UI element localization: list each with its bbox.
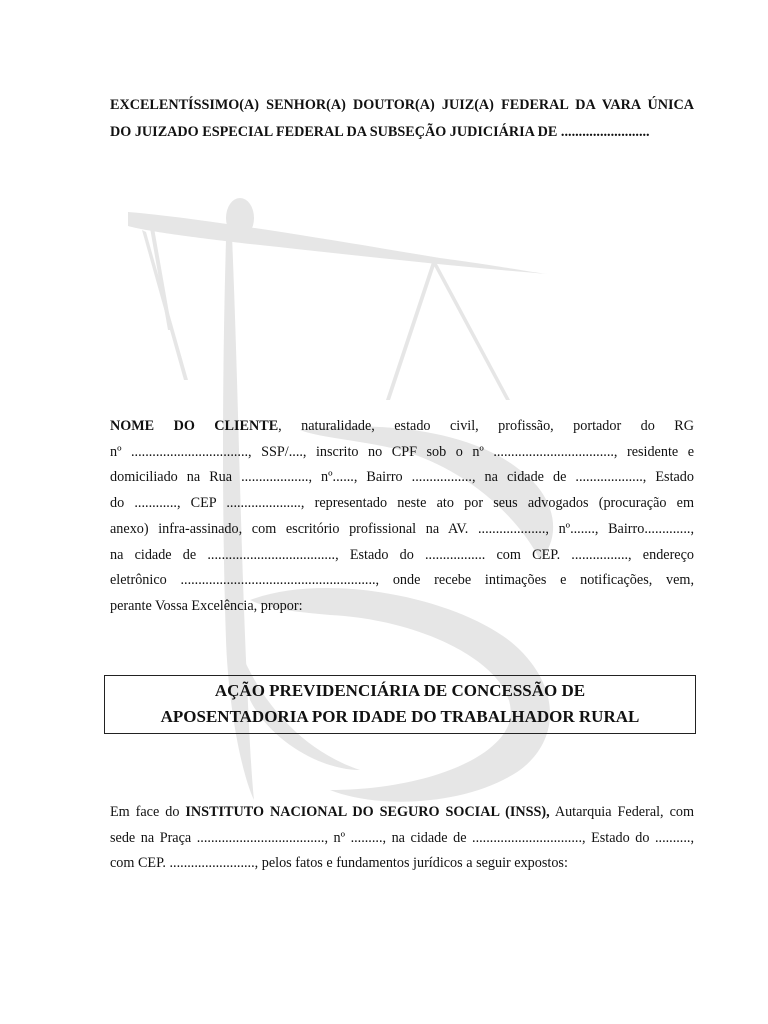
qualification-line-5: anexo) infra-assinado, com escritório profissional na AV. ..................., nº......., Bairro............., (110, 520, 694, 537)
qualification-line-7: eletrônico ......................................................., onde recebe intimações e notificações, vem, (110, 572, 694, 589)
plaintiff-qualification-paragraph (110, 414, 694, 620)
header-line-1: EXCELENTÍSSIMO(A) SENHOR(A) DOUTOR(A) JUIZ(A) FEDERAL DA VARA ÚNICA (110, 97, 694, 113)
qualification-line-3: domiciliado na Rua ..................., nº......, Bairro ................., na cidade de ..................., Estado (110, 469, 694, 486)
action-title-line-2: APOSENTADORIA POR IDADE DO TRABALHADOR RURAL (160, 707, 640, 726)
defendant-line-2: sede na Praça ...................................., nº ........., na cidade de ..............................., Estado do .........., (110, 829, 694, 846)
qualification-line-1 (110, 414, 694, 440)
action-title-line-1: AÇÃO PREVIDENCIÁRIA DE CONCESSÃO DE (214, 681, 586, 700)
defendant-line-1 (110, 800, 694, 826)
defendant-prefix: Em face do (110, 804, 186, 820)
court-addressing-header (110, 92, 694, 146)
qualification-line-1-text: , naturalidade, estado civil, profissão, portador do RG (278, 418, 695, 434)
defendant-line-1-text: Autarquia Federal, com (549, 804, 694, 820)
qualification-line-2: nº ................................., SSP/...., inscrito no CPF sob o nº .................................., residente e (110, 443, 694, 460)
client-name: NOME DO CLIENTE (110, 418, 279, 434)
defendant-line-3: com CEP. ........................, pelos fatos e fundamentos jurídicos a seguir expostos: (110, 855, 568, 872)
defendant-entity: INSTITUTO NACIONAL DO SEGURO SOCIAL (INSS), (185, 804, 550, 820)
qualification-line-4: do ............, CEP ....................., representado neste ato por seus advogados (procuração em (110, 495, 694, 512)
defendant-paragraph (110, 800, 694, 877)
qualification-line-8: perante Vossa Excelência, propor: (110, 597, 303, 614)
action-title-box (104, 675, 696, 734)
qualification-line-6: na cidade de ...................................., Estado do ................. com CEP. ................, endereço (110, 546, 694, 563)
header-line-2: DO JUIZADO ESPECIAL FEDERAL DA SUBSEÇÃO JUDICIÁRIA DE ......................... (110, 124, 650, 140)
